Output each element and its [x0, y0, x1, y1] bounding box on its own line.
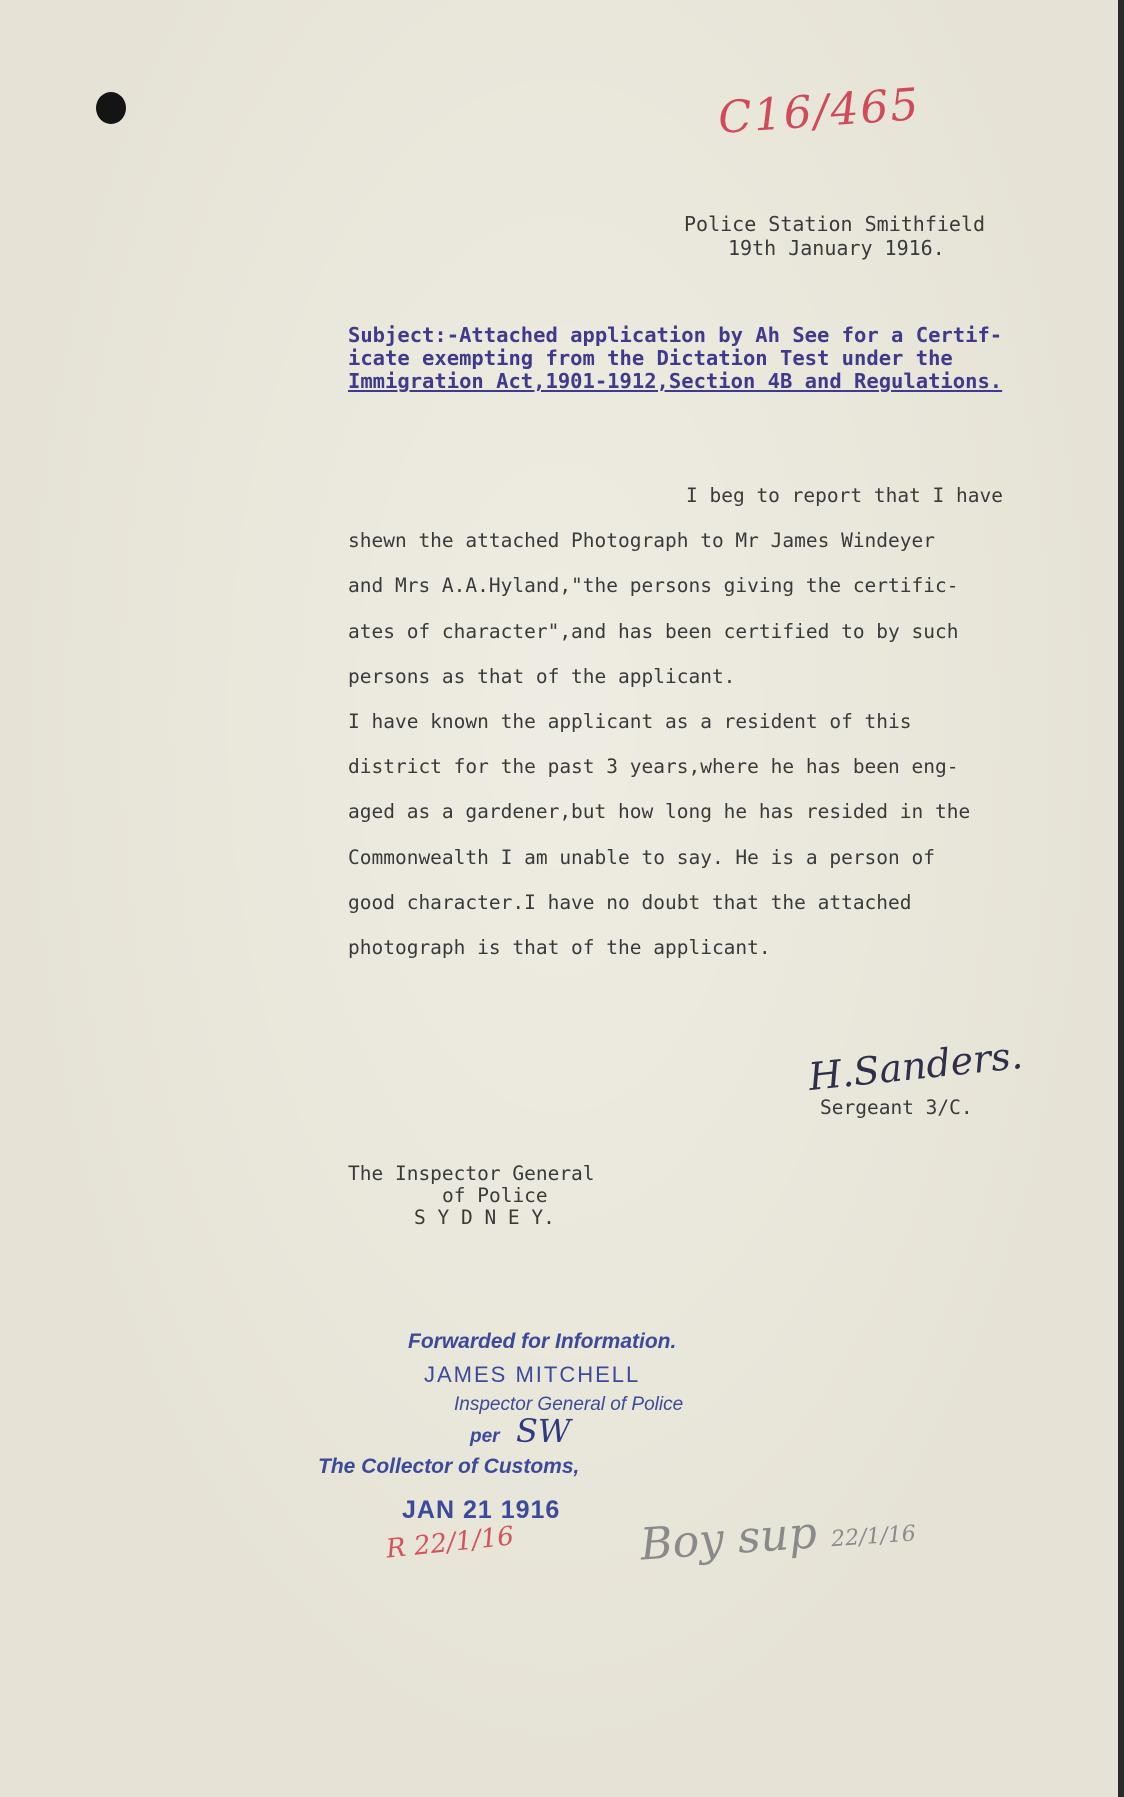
subject-line-1: Subject:-Attached application by Ah See for a Certif-: [348, 323, 1003, 347]
red-initials-note: R 22/1/16: [384, 1521, 516, 1565]
body-line: I have known the applicant as a resident of this: [348, 709, 912, 733]
stamp-title: Inspector General of Police: [454, 1394, 684, 1415]
body-line: good character.I have no doubt that the attached: [348, 890, 912, 914]
body-line: shewn the attached Photograph to Mr James Windeyer: [348, 529, 935, 553]
stamp-name: JAMES MITCHELL: [424, 1362, 641, 1387]
letter-header: [684, 212, 985, 260]
body-line: district for the past 3 years,where he has been eng-: [348, 755, 959, 779]
body-line: and Mrs A.A.Hyland,"the persons giving the certific-: [348, 574, 959, 598]
stamp-forwarded: Forwarded for Information.: [408, 1330, 677, 1353]
stamp-per-initials: SW: [516, 1412, 571, 1450]
body-line: I beg to report that I have: [686, 484, 1003, 507]
letter-date: 19th January 1916.: [728, 236, 945, 260]
body-line: photograph is that of the applicant.: [348, 935, 771, 959]
addressee-block: [348, 1163, 595, 1229]
stamp-per: per: [470, 1426, 500, 1447]
pencil-note: [639, 1500, 917, 1570]
report-body: [348, 484, 1068, 981]
body-line: ates of character",and has been certified to by such: [348, 619, 959, 643]
signatory-rank: Sergeant 3/C.: [820, 1096, 973, 1119]
stamp-collector: The Collector of Customs,: [318, 1455, 580, 1478]
body-line: aged as a gardener,but how long he has resided in the: [348, 800, 971, 824]
body-line: Commonwealth I am unable to say. He is a person of: [348, 845, 935, 869]
body-line: persons as that of the applicant.: [348, 664, 736, 688]
subject-line-3: Immigration Act,1901-1912,Section 4B and Regulations.: [348, 369, 1003, 393]
page-edge: [1118, 0, 1124, 1797]
date-stamp: JAN 21 1916: [402, 1496, 561, 1524]
reference-number: C16/465: [716, 79, 923, 144]
punch-hole: [96, 92, 126, 124]
subject-line-2: icate exempting from the Dictation Test under the: [348, 346, 953, 370]
pencil-note-date: 22/1/16: [830, 1521, 917, 1553]
station-location: Police Station Smithfield: [684, 212, 986, 236]
pencil-note-text: Boy sup: [638, 1507, 819, 1571]
subject-block: [348, 324, 1068, 393]
addressee-line-1: The Inspector General: [348, 1162, 595, 1185]
addressee-line-2: of Police: [442, 1184, 548, 1207]
addressee-line-3: S Y D N E Y.: [414, 1206, 555, 1229]
handwritten-signature: H.Sanders.: [806, 1032, 1025, 1100]
